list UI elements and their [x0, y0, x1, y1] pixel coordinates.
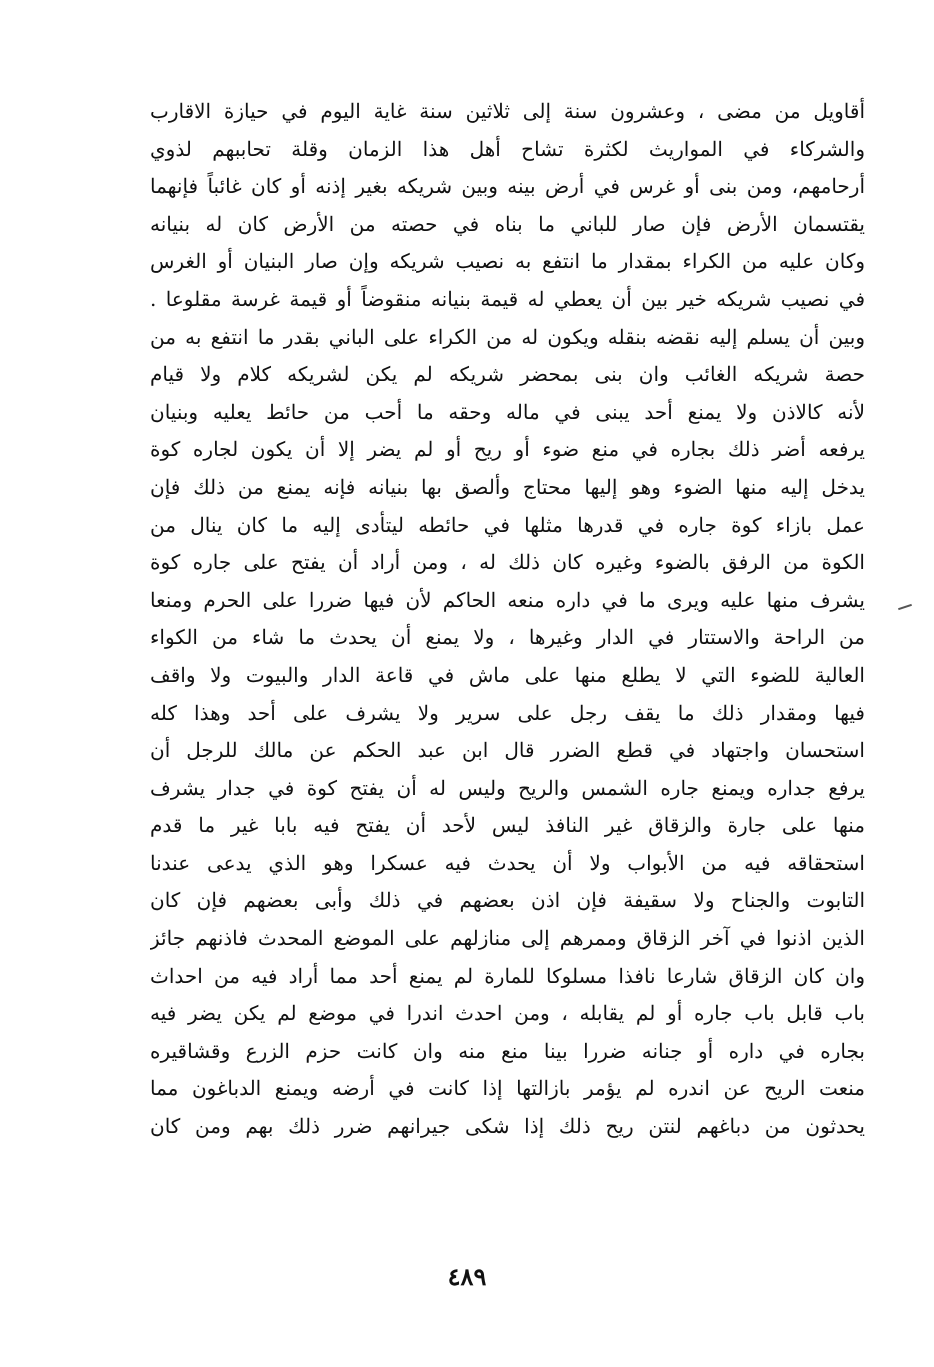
margin-mark: [898, 604, 912, 610]
text-line: منها على جارة والزقاق غير النافذ ليس لأحد أن يفتح فيه بابا غير ما قدم: [150, 813, 865, 838]
text-line: حصة شريكه الغائب وان بنى بمحضر شريكه لم يكن لشريكه كلام ولا قيام: [150, 362, 865, 387]
text-line: أرحامهم، ومن بنى أو غرس في أرض بينه وبين شريكه بغير إذنه أو كان غائباً فإنهما: [150, 174, 865, 199]
text-line: لأنه كالاذن ولا يمنع أحد يبنى في ماله وحقه ما أحب من حائط يعليه وبنيان: [150, 399, 865, 424]
text-line: منعت الريح عن اندره لم يؤمر بازالتها إذا كانت في أرضه ويمنع الدباغون مما: [150, 1076, 865, 1101]
text-line: فيها ومقدار ذلك ما يقف رجل على سرير ولا يشرف على أحد وهذا كله: [150, 700, 865, 725]
text-line: بجاره في داره أو جنانه ضررا بينا منع منه وان كانت حزم الزرع وقشاقيره: [150, 1038, 865, 1063]
page-number: ٤٨٩: [447, 1262, 487, 1291]
text-line: من الراحة والاستتار في الدار وغيرها ، ولا يمنع أن يحدث ما شاء من الكواء: [150, 625, 865, 650]
text-line: يرفعه أضر ذلك بجاره في منع ضوء أو ريح أو لم يضر إلا أن يكون لجاره كوة: [150, 437, 865, 462]
text-line: وبين أن يسلم إليه نقضه بنقله ويكون له من الكراء على الباني بقدر ما انتفع به من: [150, 324, 865, 349]
text-line: يدخل إليه منها الضوء وهو إليها محتاج وألصق بها بنيانه فإنه يمنع من ذلك فإن: [150, 474, 865, 499]
text-line: التابوت والجناح ولا سقيفة فإن اذن بعضهم في ذلك وأبى بعضهم فإن كان: [150, 888, 865, 913]
text-line: والشركاء في المواريث لكثرة تشاح أهل هذا الزمان وقلة تحاببهم لذوي: [150, 136, 865, 161]
text-line: أقاويل من مضى ، وعشرون سنة إلى ثلاثين سنة غاية اليوم في حيازة الاقارب: [150, 99, 865, 123]
text-line: الكوة من الرفق بالضوء وغيره كان ذلك له ، ومن أراد أن يفتح على جاره كوة: [150, 550, 865, 575]
text-line: العالية للضوء التي لا يطلع منها على ماش في قاعة الدار والبيوت ولا واقف: [150, 662, 865, 687]
text-line: وكان عليه من الكراء بمقدار ما انتفع به نصيب شريكه وإن صار البنيان أو الغرس: [150, 249, 865, 274]
text-line: في نصيب شريكه خير بين أن يعطي له قيمة بنيانه منقوضاً أو قيمة غرسة مقلوعا .: [150, 286, 865, 311]
body-text: [150, 93, 865, 1146]
text-line: الذين اذنوا في آخر الزقاق وممرهم إلى منازلهم على الموضع المحدث فاذنهم جائز: [150, 926, 865, 951]
text-line: يرفع جداره ويمنع جاره الشمس والريح وليس له أن يفتح كوة في جدار يشرف: [150, 775, 865, 800]
text-line: استحقاقه فيه من الأبواب ولا أن يحدث فيه عسكرا وهو الذي يدعى عندنا: [150, 850, 865, 875]
text-line: وان كان الزقاق شارعا نافذا مسلوكا للمارة لم يمنع أحد مما أراد فيه من احداث: [150, 963, 865, 988]
text-line: استحسان واجتهاد في قطع الضرر قال ابن عبد الحكم عن مالك للرجل أن: [150, 738, 865, 763]
text-line: باب قابل باب جاره أو لم يقابله ، ومن احدث اندرا في موضع لم يكن يضر فيه: [150, 1001, 865, 1026]
text-line: يحدثون من دباغهم لنتن ريح ذلك إذا شكى جيرانهم ضرر ذلك بهم ومن كان: [150, 1114, 865, 1139]
text-line: يقتسمان الأرض فإن صار للباني ما بناه في حصته من الأرض كان له بنيانه: [150, 211, 865, 236]
text-line: يشرف منها عليه ويرى ما في داره منعه الحاكم لأن فيها ضررا على الحرم ومنعا: [150, 587, 865, 612]
text-line: عمل بازاء كوة جاره في قدرها مثلها في حائطه ليتأدى إليه ما كان ينال من: [150, 512, 865, 537]
